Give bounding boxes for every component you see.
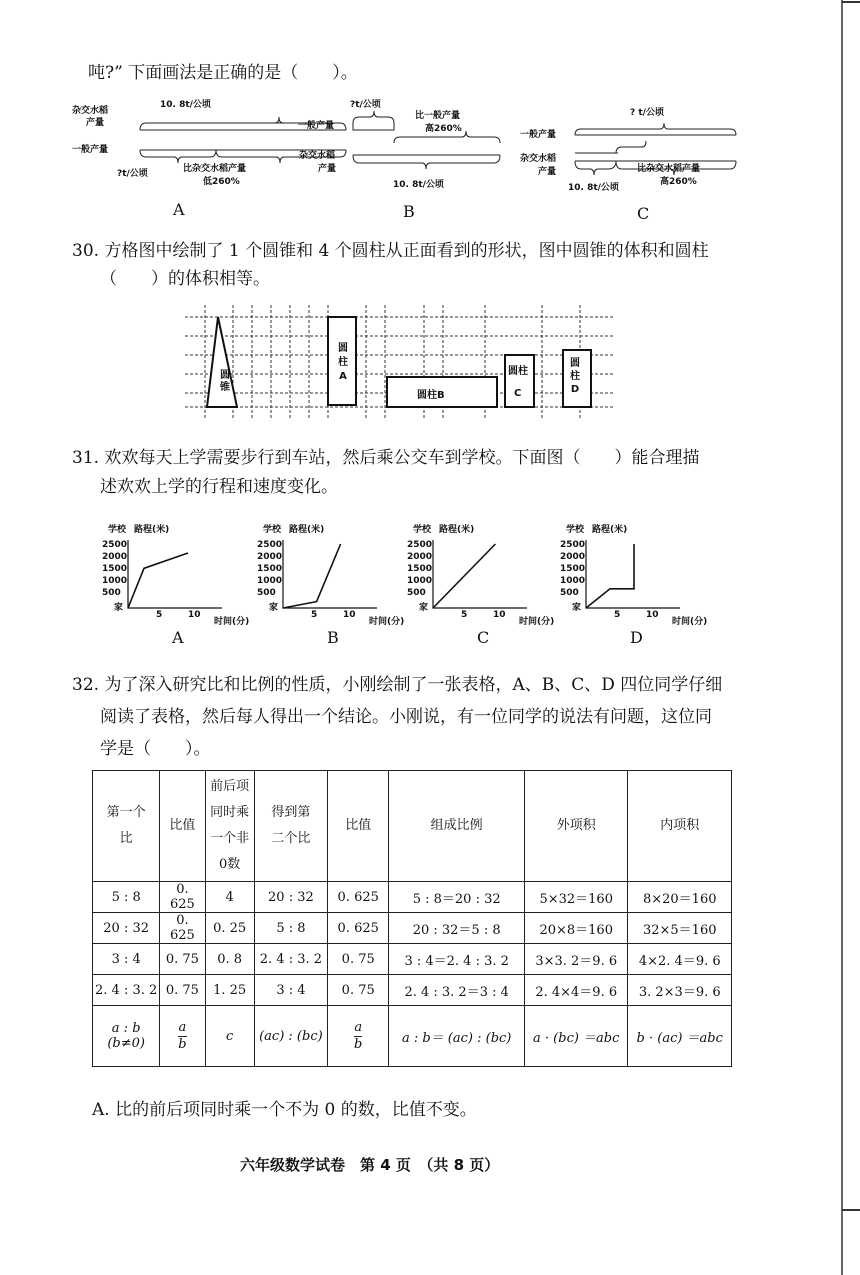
table-header-row <box>93 771 732 882</box>
table-cell: 5×32＝160 <box>524 882 627 913</box>
header-outer-product: 外项积 <box>524 771 627 882</box>
header-inner-product: 内项积 <box>628 771 732 882</box>
graph-y-tick: 500 <box>560 588 579 598</box>
graph-y-label: 路程(米) <box>289 525 325 535</box>
page-footer: 六年级数学试卷 第 4 页 （共 8 页） <box>240 1156 500 1174</box>
cylinder-a-label: 圆 柱 A <box>338 343 348 382</box>
q29a-top-left-a: 杂交水稻 <box>72 106 109 116</box>
q29c-note-a: 比杂交水稻产量 <box>637 164 701 174</box>
graph-axis <box>586 540 680 608</box>
q29c-top-left: 一般产量 <box>520 130 557 140</box>
graph-y-tick: 2500 <box>102 540 128 550</box>
table-cell: 5 : 8＝20 : 32 <box>389 882 525 913</box>
graph-y-label: 路程(米) <box>439 525 475 535</box>
graph-y-tick: 2500 <box>407 540 433 550</box>
graph-x-tick: 10 <box>188 610 201 620</box>
q29-option-a[interactable]: A <box>173 200 185 219</box>
q29-option-c[interactable]: C <box>637 204 650 223</box>
q32-line3: 学是（ ）。 <box>100 739 211 759</box>
table-row <box>93 944 732 975</box>
table-cell: 0. 75 <box>328 944 389 975</box>
graph-x-label: 时间(分) <box>519 617 555 627</box>
graph-x-tick: 5 <box>614 610 621 620</box>
graph-y-tick: 2500 <box>560 540 586 550</box>
table-cell: 1. 25 <box>205 975 254 1006</box>
q29-tail: 吨?” 下面画法是正确的是（ ）。 <box>88 63 358 83</box>
graph-y-tick: 2000 <box>407 552 433 562</box>
graph-x-tick: 5 <box>461 610 468 620</box>
general-ratio-value: $\frac{a}{b}$ <box>160 1006 205 1067</box>
q31-graph-d[interactable] <box>558 518 728 653</box>
ratio-table <box>92 770 732 1067</box>
graph-y-tick: 2000 <box>102 552 128 562</box>
q29b-top-left: 一般产量 <box>298 121 335 131</box>
general-ratio-value-2: $\frac{a}{b}$ <box>328 1006 389 1067</box>
q31-graph-c[interactable] <box>405 518 575 653</box>
table-cell: 3 : 4＝2. 4 : 3. 2 <box>389 944 525 975</box>
q31-line1: 31. 欢欢每天上学需要步行到车站，然后乘公交车到学校。下面图（ ）能合理描 <box>72 448 700 468</box>
q29a-bottom-left: 一般产量 <box>72 145 109 155</box>
q29b-note-a: 比一般产量 <box>415 111 461 121</box>
cylinder-c-top-label: 圆柱 <box>508 366 528 377</box>
general-inner-product: b · (ac) ＝abc <box>628 1006 732 1067</box>
graph-option-label[interactable]: D <box>630 628 643 647</box>
table-cell: 0. 75 <box>328 975 389 1006</box>
q32-line1: 32. 为了深入研究比和比例的性质，小刚绘制了一张表格，A、B、C、D 四位同学仔细 <box>72 675 723 695</box>
cone-label: 圆 锥 <box>220 370 230 393</box>
general-proportion: a : b＝ (ac) : (bc) <box>389 1006 525 1067</box>
q31-line2: 述欢欢上学的行程和速度变化。 <box>100 477 338 497</box>
graph-option-label[interactable]: C <box>477 628 490 647</box>
graph-school-label: 学校 <box>413 525 432 535</box>
table-cell: 3 : 4 <box>254 975 327 1006</box>
header-proportion: 组成比例 <box>389 771 525 882</box>
q29c-top-val: ? t/公顷 <box>630 108 664 118</box>
table-cell: 3×3. 2＝9. 6 <box>524 944 627 975</box>
graph-school-label: 学校 <box>566 525 585 535</box>
graph-y-tick: 1000 <box>560 576 586 586</box>
header-multiplier: 前后项同时乘一个非0数 <box>205 771 254 882</box>
q29a-top-val: 10. 8t/公顷 <box>160 100 211 110</box>
table-cell: 3. 2×3＝9. 6 <box>628 975 732 1006</box>
cylinder-d-label: 圆 柱 D <box>570 358 580 395</box>
table-cell: 4 <box>205 882 254 913</box>
graph-axis <box>283 540 377 608</box>
q29c-bottom-val: 10. 8t/公顷 <box>568 183 619 193</box>
q31-graph-a[interactable] <box>100 518 270 653</box>
graph-y-tick: 500 <box>407 588 426 598</box>
table-cell: 2. 4 : 3. 2 <box>93 975 160 1006</box>
q30-line1: 30. 方格图中绘制了 1 个圆锥和 4 个圆柱从正面看到的形状，图中圆锥的体积和圆柱 <box>72 241 709 261</box>
table-cell: 20 : 32 <box>254 882 327 913</box>
table-cell: 0. 8 <box>205 944 254 975</box>
table-cell: 20×8＝160 <box>524 913 627 944</box>
cylinder-b-label: 圆柱B <box>417 390 445 401</box>
q29b-bottom-left-b: 产量 <box>318 164 337 174</box>
table-cell: 2. 4 : 3. 2 <box>254 944 327 975</box>
q29c-bottom-left-b: 产量 <box>538 167 557 177</box>
general-multiplier: c <box>205 1006 254 1067</box>
table-row <box>93 882 732 913</box>
graph-x-tick: 10 <box>343 610 356 620</box>
q29a-note-a: 比杂交水稻产量 <box>183 164 247 174</box>
graph-x-tick: 10 <box>493 610 506 620</box>
graph-y-tick: 1000 <box>407 576 433 586</box>
table-cell: 8×20＝160 <box>628 882 732 913</box>
graph-home-label: 家 <box>114 603 124 613</box>
table-cell: 0. 75 <box>160 975 205 1006</box>
table-cell: 0. 25 <box>205 913 254 944</box>
table-cell: 32×5＝160 <box>628 913 732 944</box>
header-ratio-value-2: 比值 <box>328 771 389 882</box>
table-cell: 20 : 32＝5 : 8 <box>389 913 525 944</box>
graph-home-label: 家 <box>419 603 429 613</box>
graph-line <box>283 544 341 608</box>
q32-option-a[interactable]: A. 比的前后项同时乘一个不为 0 的数，比值不变。 <box>92 1100 477 1120</box>
graph-y-tick: 1500 <box>257 564 283 574</box>
graph-line <box>586 544 634 608</box>
graph-y-tick: 1500 <box>560 564 586 574</box>
header-first-ratio: 第一个比 <box>93 771 160 882</box>
cylinder-c-label: C <box>514 388 522 399</box>
q29b-bottom-left-a: 杂交水稻 <box>299 151 336 161</box>
table-cell: 0. 75 <box>160 944 205 975</box>
graph-line <box>128 553 188 608</box>
graph-x-label: 时间(分) <box>214 617 250 627</box>
table-cell: 0. 625 <box>160 913 205 944</box>
q29a-note-b: 低260% <box>203 177 240 187</box>
table-cell: 2. 4 : 3. 2＝3 : 4 <box>389 975 525 1006</box>
header-ratio-value: 比值 <box>160 771 205 882</box>
table-cell: 0. 625 <box>160 882 205 913</box>
q29c-bottom-left-a: 杂交水稻 <box>520 154 557 164</box>
graph-school-label: 学校 <box>108 525 127 535</box>
graph-x-tick: 5 <box>156 610 163 620</box>
graph-y-tick: 1500 <box>102 564 128 574</box>
table-row <box>93 913 732 944</box>
q31-graph-b[interactable] <box>255 518 425 653</box>
q30-line2: （ ）的体积相等。 <box>100 269 270 289</box>
table-cell: 3 : 4 <box>93 944 160 975</box>
graph-axis <box>433 540 527 608</box>
graph-line <box>433 544 495 608</box>
header-second-ratio: 得到第二个比 <box>254 771 327 882</box>
table-cell: 20 : 32 <box>93 913 160 944</box>
q32-line2: 阅读了表格，然后每人得出一个结论。小刚说，有一位同学的说法有问题，这位同 <box>100 707 712 727</box>
general-outer-product: a · (bc) ＝abc <box>524 1006 627 1067</box>
table-cell: 4×2. 4＝9. 6 <box>628 944 732 975</box>
q29b-bottom-val: 10. 8t/公顷 <box>393 180 444 190</box>
graph-y-label: 路程(米) <box>134 525 170 535</box>
graph-y-label: 路程(米) <box>592 525 628 535</box>
q29b-note-b: 高260% <box>425 124 462 134</box>
q29-option-b[interactable]: B <box>403 202 415 221</box>
graph-x-label: 时间(分) <box>369 617 405 627</box>
graph-option-label[interactable]: A <box>172 628 184 647</box>
table-row <box>93 975 732 1006</box>
graph-x-label: 时间(分) <box>672 617 708 627</box>
q29b-top-val: ?t/公顷 <box>350 100 381 110</box>
q29c-note-b: 高260% <box>660 177 697 187</box>
table-cell: 5 : 8 <box>254 913 327 944</box>
q30-grid <box>185 305 615 425</box>
graph-y-tick: 500 <box>102 588 121 598</box>
table-cell: 5 : 8 <box>93 882 160 913</box>
graph-home-label: 家 <box>269 603 279 613</box>
table-cell: 0. 625 <box>328 882 389 913</box>
graph-y-tick: 2000 <box>257 552 283 562</box>
page-edge <box>820 0 860 1275</box>
graph-y-tick: 1000 <box>102 576 128 586</box>
general-ratio: a : b (b≠0) <box>93 1006 160 1067</box>
table-cell: 2. 4×4＝9. 6 <box>524 975 627 1006</box>
graph-x-tick: 10 <box>646 610 659 620</box>
general-second-ratio: (ac) : (bc) <box>254 1006 327 1067</box>
table-cell: 0. 625 <box>328 913 389 944</box>
graph-y-tick: 2500 <box>257 540 283 550</box>
graph-home-label: 家 <box>572 603 582 613</box>
q29a-top-left-b: 产量 <box>86 118 105 128</box>
graph-school-label: 学校 <box>263 525 282 535</box>
graph-y-tick: 1000 <box>257 576 283 586</box>
q29a-bottom-val: ?t/公顷 <box>117 169 148 179</box>
graph-y-tick: 500 <box>257 588 276 598</box>
table-row-general <box>93 1006 732 1067</box>
graph-x-tick: 5 <box>311 610 318 620</box>
graph-y-tick: 1500 <box>407 564 433 574</box>
graph-y-tick: 2000 <box>560 552 586 562</box>
graph-option-label[interactable]: B <box>327 628 339 647</box>
